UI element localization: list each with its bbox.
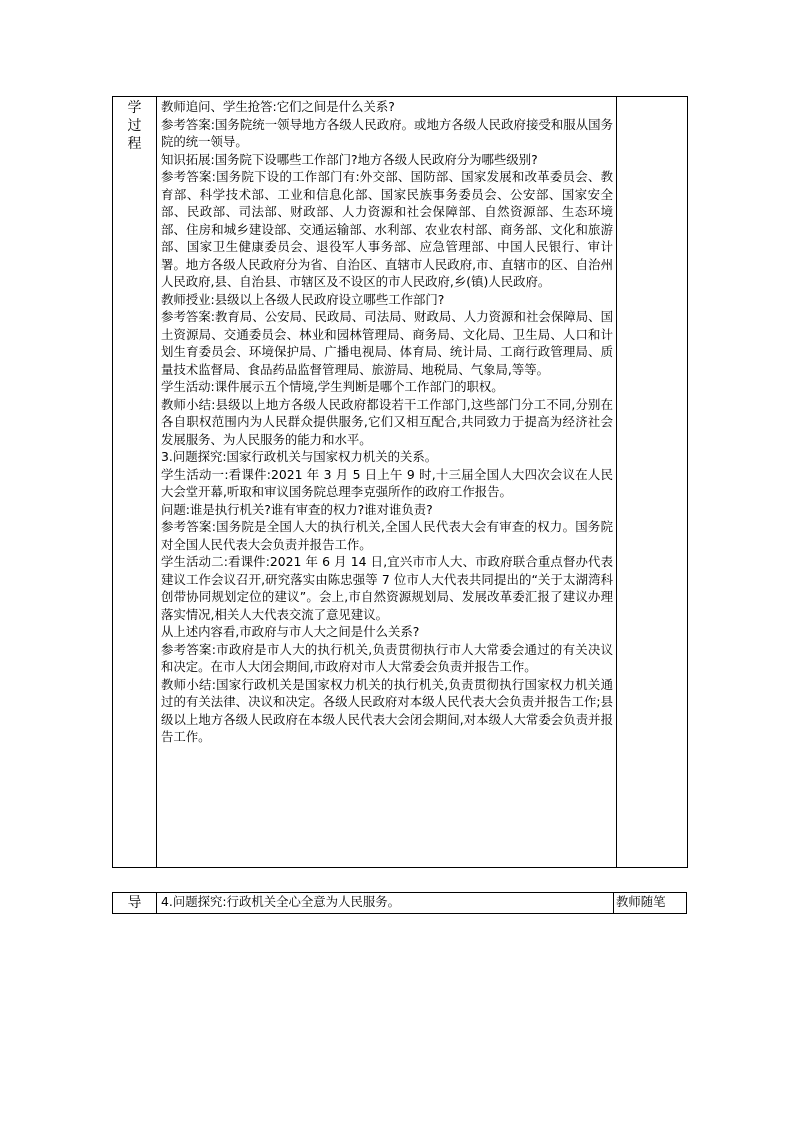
lesson-content-cell: [157, 893, 614, 914]
teacher-notes-cell: [617, 97, 688, 868]
teacher-instruction: 教师授业:县级以上各级人民政府设立哪些工作部门?: [161, 291, 445, 307]
reference-answer: 参考答案:国务院是全国人大的执行机关,全国人民代表大会有审查的权力。国务院对全国人民代表大会负责并报告工作。: [161, 519, 613, 552]
lesson-plan-table: [112, 96, 688, 868]
question: 从上述内容看,市政府与市人大之间是什么关系?: [161, 624, 420, 639]
stage-label-cell: [113, 97, 157, 868]
stage-label: 导: [127, 895, 142, 911]
student-activity-two: 学生活动二:看课件:2021 年 6 月 14 日,宜兴市市人大、市政府联合重点督办代表建议工作会议召开,研究落实由陈忠强等 7 位市人大代表共同提出的“关于太湖湾科创带协同规划定位的建议”。会上,市自然资源规划局、发展改革委汇报了建议办理落实情况,相关人大代表交流了意见建议。: [161, 554, 613, 622]
lesson-content-cell: [157, 97, 617, 868]
student-activity-one: 学生活动一:看课件:2021 年 3 月 5 日上午 9 时,十三届全国人大四次会议在人民大会堂开幕,听取和审议国务院总理李克强所作的政府工作报告。: [161, 466, 613, 499]
stage-label: [113, 97, 156, 153]
question: 问题:谁是执行机关?谁有审查的权力?谁对谁负责?: [161, 501, 433, 517]
inquiry-heading: 3.问题探究:国家行政机关与国家权力机关的关系。: [161, 449, 438, 464]
knowledge-extension: 知识拓展:国务院下设哪些工作部门?地方各级人民政府分为哪些级别?: [161, 151, 538, 167]
reference-answer: 参考答案:市政府是市人大的执行机关,负责贯彻执行市人大常委会通过的有关决议和决定。在市人大闭会期间,市政府对市人大常委会负责并报告工作。: [161, 641, 613, 674]
teacher-question: 教师追问、学生抢答:它们之间是什么关系?: [161, 99, 395, 114]
stage-label-char: 学: [127, 100, 142, 116]
teacher-notes-cell: [614, 893, 687, 914]
reference-answer: 参考答案:国务院统一领导地方各级人民政府。或地方各级人民政府接受和服从国务院的统一领导。: [161, 116, 613, 149]
student-activity: 学生活动:课件展示五个情境,学生判断是哪个工作部门的职权。: [161, 379, 504, 394]
teacher-summary: 教师小结:国家行政机关是国家权力机关的执行机关,负责贯彻执行国家权力机关通过的有关法律、决议和决定。各级人民政府对本级人民代表大会负责并报告工作;县级以上地方各级人民政府在本级人民代表大会闭会期间,对本级人大常委会负责并报告工作。: [161, 676, 613, 744]
reference-answer: 参考答案:教育局、公安局、民政局、司法局、财政局、人力资源和社会保障局、国土资源局、交通委员会、林业和园林管理局、商务局、文化局、卫生局、人口和计划生育委员会、环境保护局、广播电视局、体育局、统计局、工商行政管理局、质量技术监督局、食品药品监督管理局、旅游局、地税局、气象局,等等。: [161, 309, 613, 377]
table-row: [113, 97, 688, 868]
stage-label-cell: [113, 893, 157, 914]
teacher-summary: 教师小结:县级以上地方各级人民政府都设若干工作部门,这些部门分工不同,分别在各自职权范围内为人民群众提供服务,它们又相互配合,共同致力于提高为经济社会发展服务、为人民服务的能力和水平。: [161, 396, 613, 447]
teacher-notes-label: 教师随笔: [616, 894, 666, 909]
table-row: [113, 893, 687, 914]
stage-label-char: 程: [127, 136, 142, 152]
reference-answer: 参考答案:国务院下设的工作部门有:外交部、国防部、国家发展和改革委员会、教育部、科学技术部、工业和信息化部、国家民族事务委员会、公安部、国家安全部、民政部、司法部、财政部、人力资源和社会保障部、自然资源部、生态环境部、住房和城乡建设部、交通运输部、水利部、农业农村部、商务部、文化和旅游部、国家卫生健康委员会、退役军人事务部、应急管理部、中国人民银行、审计署。地方各级人民政府分为省、自治区、直辖市人民政府,市、直辖市的区、自治州人民政府,县、自治县、市辖区及不设区的市人民政府,乡(镇)人民政府。: [161, 169, 613, 289]
stage-label-char: 过: [127, 118, 142, 134]
lesson-plan-table-next: [112, 892, 687, 914]
inquiry-heading: 4.问题探究:行政机关全心全意为人民服务。: [161, 894, 401, 909]
